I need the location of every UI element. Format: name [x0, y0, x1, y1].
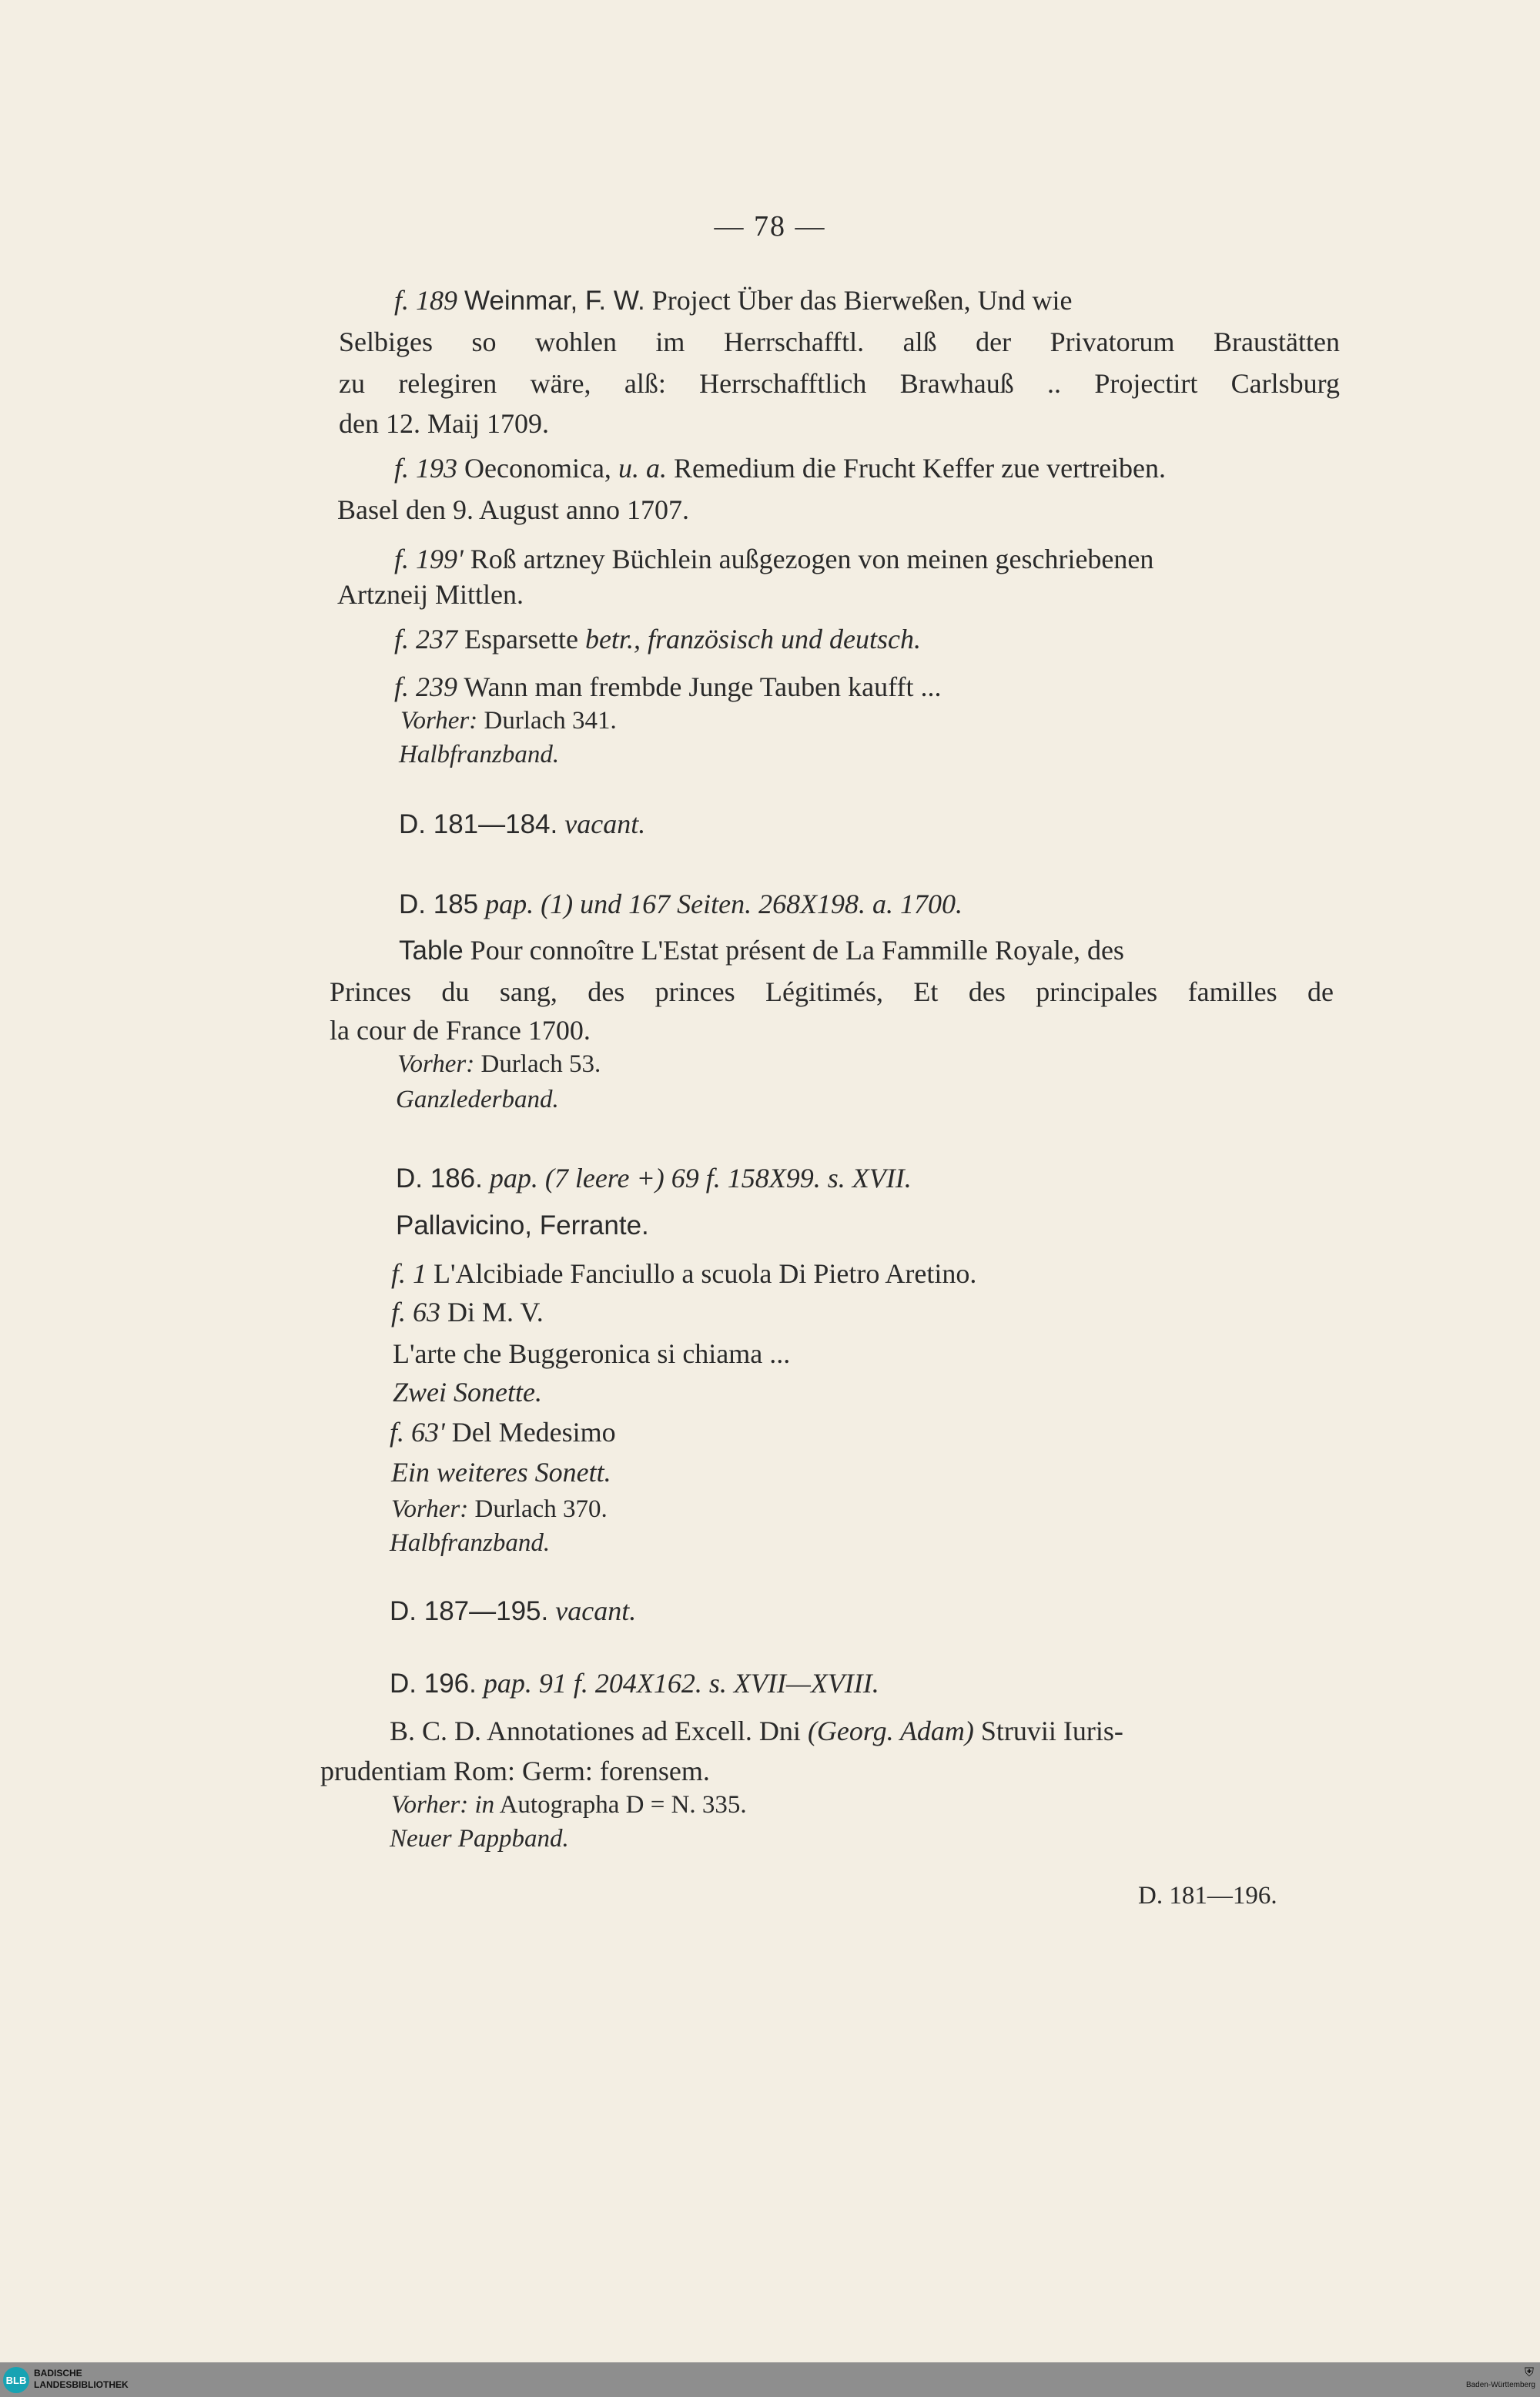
entry-note: betr., französisch und deutsch.: [584, 624, 921, 654]
entry-f189-line3: zu relegiren wäre, alß: Herrschafftlich Brawhauß .. Projectirt Carlsburg: [339, 368, 1340, 399]
title-word: Table: [399, 936, 464, 966]
entry-text: B. C. D. Annotationes ad Excell. Dni: [390, 1716, 801, 1746]
description: pap. (1) und 167 Seiten. 268X198. a. 1700.: [485, 889, 963, 919]
provenance-line: [400, 708, 617, 734]
provenance-value: Autographa D = N. 335.: [499, 1791, 747, 1819]
provenance-label: Vorher:: [391, 1791, 469, 1819]
section-d185-heading: [399, 890, 962, 918]
page-footer-range: D. 181—196.: [1138, 1882, 1277, 1910]
shelfmark: D. 196.: [390, 1669, 477, 1699]
provenance-line: [397, 1052, 601, 1077]
library-name-line2: LANDESBIBLIOTHEK: [34, 2379, 129, 2390]
description: pap. (7 leere +) 69 f. 158X99. s. XVII.: [489, 1163, 912, 1193]
state-name: Baden-Württemberg: [1465, 2381, 1535, 2389]
d186-arte: L'arte che Buggeronica si chiama ...: [393, 1338, 791, 1369]
d186-ein-sonett: Ein weiteres Sonett.: [391, 1457, 611, 1488]
binding-line: Neuer Pappband.: [390, 1825, 569, 1853]
d196-line2: prudentiam Rom: Germ: forensem.: [320, 1756, 710, 1786]
d185-line1: [399, 936, 1124, 964]
binding-line: Halbfranzband.: [390, 1529, 551, 1557]
provenance-label: Vorher:: [400, 707, 478, 735]
provenance-line: [391, 1497, 608, 1522]
page-number: — 78 —: [714, 210, 826, 243]
entry-note: (Georg. Adam): [807, 1716, 974, 1746]
entry-f237-line1: [394, 625, 921, 653]
entry-text: Pour connoître L'Estat présent de La Fammille Royale, des: [470, 935, 1124, 966]
library-name-line1: BADISCHE: [34, 2368, 82, 2379]
provenance-label: Vorher:: [397, 1050, 475, 1078]
section-d196-heading: [390, 1669, 879, 1697]
viewer-bottom-bar: [0, 2362, 1540, 2397]
coat-of-arms-icon: ⛨: [1524, 2366, 1534, 2379]
provenance-value: Durlach 53.: [480, 1050, 601, 1078]
shelfmark: D. 187—195.: [390, 1596, 549, 1626]
d185-line3: la cour de France 1700.: [330, 1015, 591, 1046]
entry-f189-line2: Selbiges so wohlen im Herrschafftl. alß der Privatorum Braustätten: [339, 326, 1340, 357]
folio-ref: f. 1: [391, 1258, 427, 1289]
entry-f189-line1: [394, 286, 1073, 314]
entry-text: Struvii Iuris-: [980, 1716, 1123, 1746]
folio-ref: f. 239: [394, 671, 458, 702]
binding-line: Halbfranzband.: [399, 741, 560, 768]
status: vacant.: [555, 1595, 637, 1626]
d186-f63: [391, 1298, 544, 1326]
entry-text: Oeconomica,: [464, 453, 611, 484]
d186-f1: [391, 1260, 976, 1287]
section-d186-heading: [396, 1164, 912, 1192]
blb-logo[interactable]: BLB: [3, 2367, 29, 2393]
shelfmark: D. 186.: [396, 1163, 483, 1193]
entry-f199-line2: Artzneij Mittlen.: [337, 579, 524, 610]
entry-text: Project Über das Bierweßen, Und wie: [651, 285, 1073, 316]
provenance-in: in: [474, 1791, 495, 1819]
folio-ref: f. 63: [391, 1297, 441, 1327]
provenance-value: Durlach 370.: [474, 1495, 608, 1523]
folio-ref: f. 237: [394, 624, 458, 654]
folio-ref: f. 63': [390, 1417, 445, 1448]
binding-line: Ganzlederband.: [396, 1086, 559, 1113]
d196-line1: [390, 1717, 1123, 1745]
entry-text: L'Alcibiade Fanciullo a scuola Di Pietro Aretino.: [434, 1258, 977, 1289]
entry-f193-line1: [394, 454, 1166, 482]
library-name: [34, 2368, 129, 2391]
entry-f239-line1: [394, 673, 941, 701]
d186-f63b: [390, 1418, 616, 1446]
state-logo[interactable]: [1443, 2365, 1535, 2389]
entry-text: Remedium die Frucht Keffer zue vertreiben.: [673, 453, 1167, 484]
entry-text: Del Medesimo: [451, 1417, 616, 1448]
folio-ref: f. 199': [394, 544, 464, 574]
provenance-line: [391, 1793, 747, 1818]
folio-ref: f. 193: [394, 453, 458, 484]
section-d181-heading: [399, 810, 645, 838]
entry-text: Esparsette: [464, 624, 578, 654]
section-d187-heading: [390, 1597, 636, 1625]
provenance-label: Vorher:: [391, 1495, 469, 1523]
description: pap. 91 f. 204X162. s. XVII—XVIII.: [483, 1668, 879, 1699]
entry-f199-line1: [394, 545, 1153, 573]
d186-author: Pallavicino, Ferrante.: [396, 1210, 649, 1240]
provenance-value: Durlach 341.: [484, 707, 617, 735]
shelfmark: D. 185: [399, 889, 479, 919]
entry-f193-line2: Basel den 9. August anno 1707.: [337, 494, 689, 525]
entry-f189-line4: den 12. Maij 1709.: [339, 408, 549, 439]
entry-text: Wann man frembde Junge Tauben kaufft ...: [464, 671, 942, 702]
d185-line2: Princes du sang, des princes Légitimés, Et des principales familles de: [330, 976, 1334, 1007]
author-name: Weinmar, F. W.: [464, 286, 645, 316]
entry-text: Di M. V.: [447, 1297, 544, 1327]
d186-zwei-sonette: Zwei Sonette.: [393, 1377, 542, 1408]
folio-ref: f. 189: [394, 285, 458, 316]
status: vacant.: [564, 808, 646, 839]
shelfmark: D. 181—184.: [399, 809, 558, 839]
entry-text: Roß artzney Büchlein außgezogen von meinen geschriebenen: [470, 544, 1154, 574]
entry-note: u. a.: [618, 453, 667, 484]
